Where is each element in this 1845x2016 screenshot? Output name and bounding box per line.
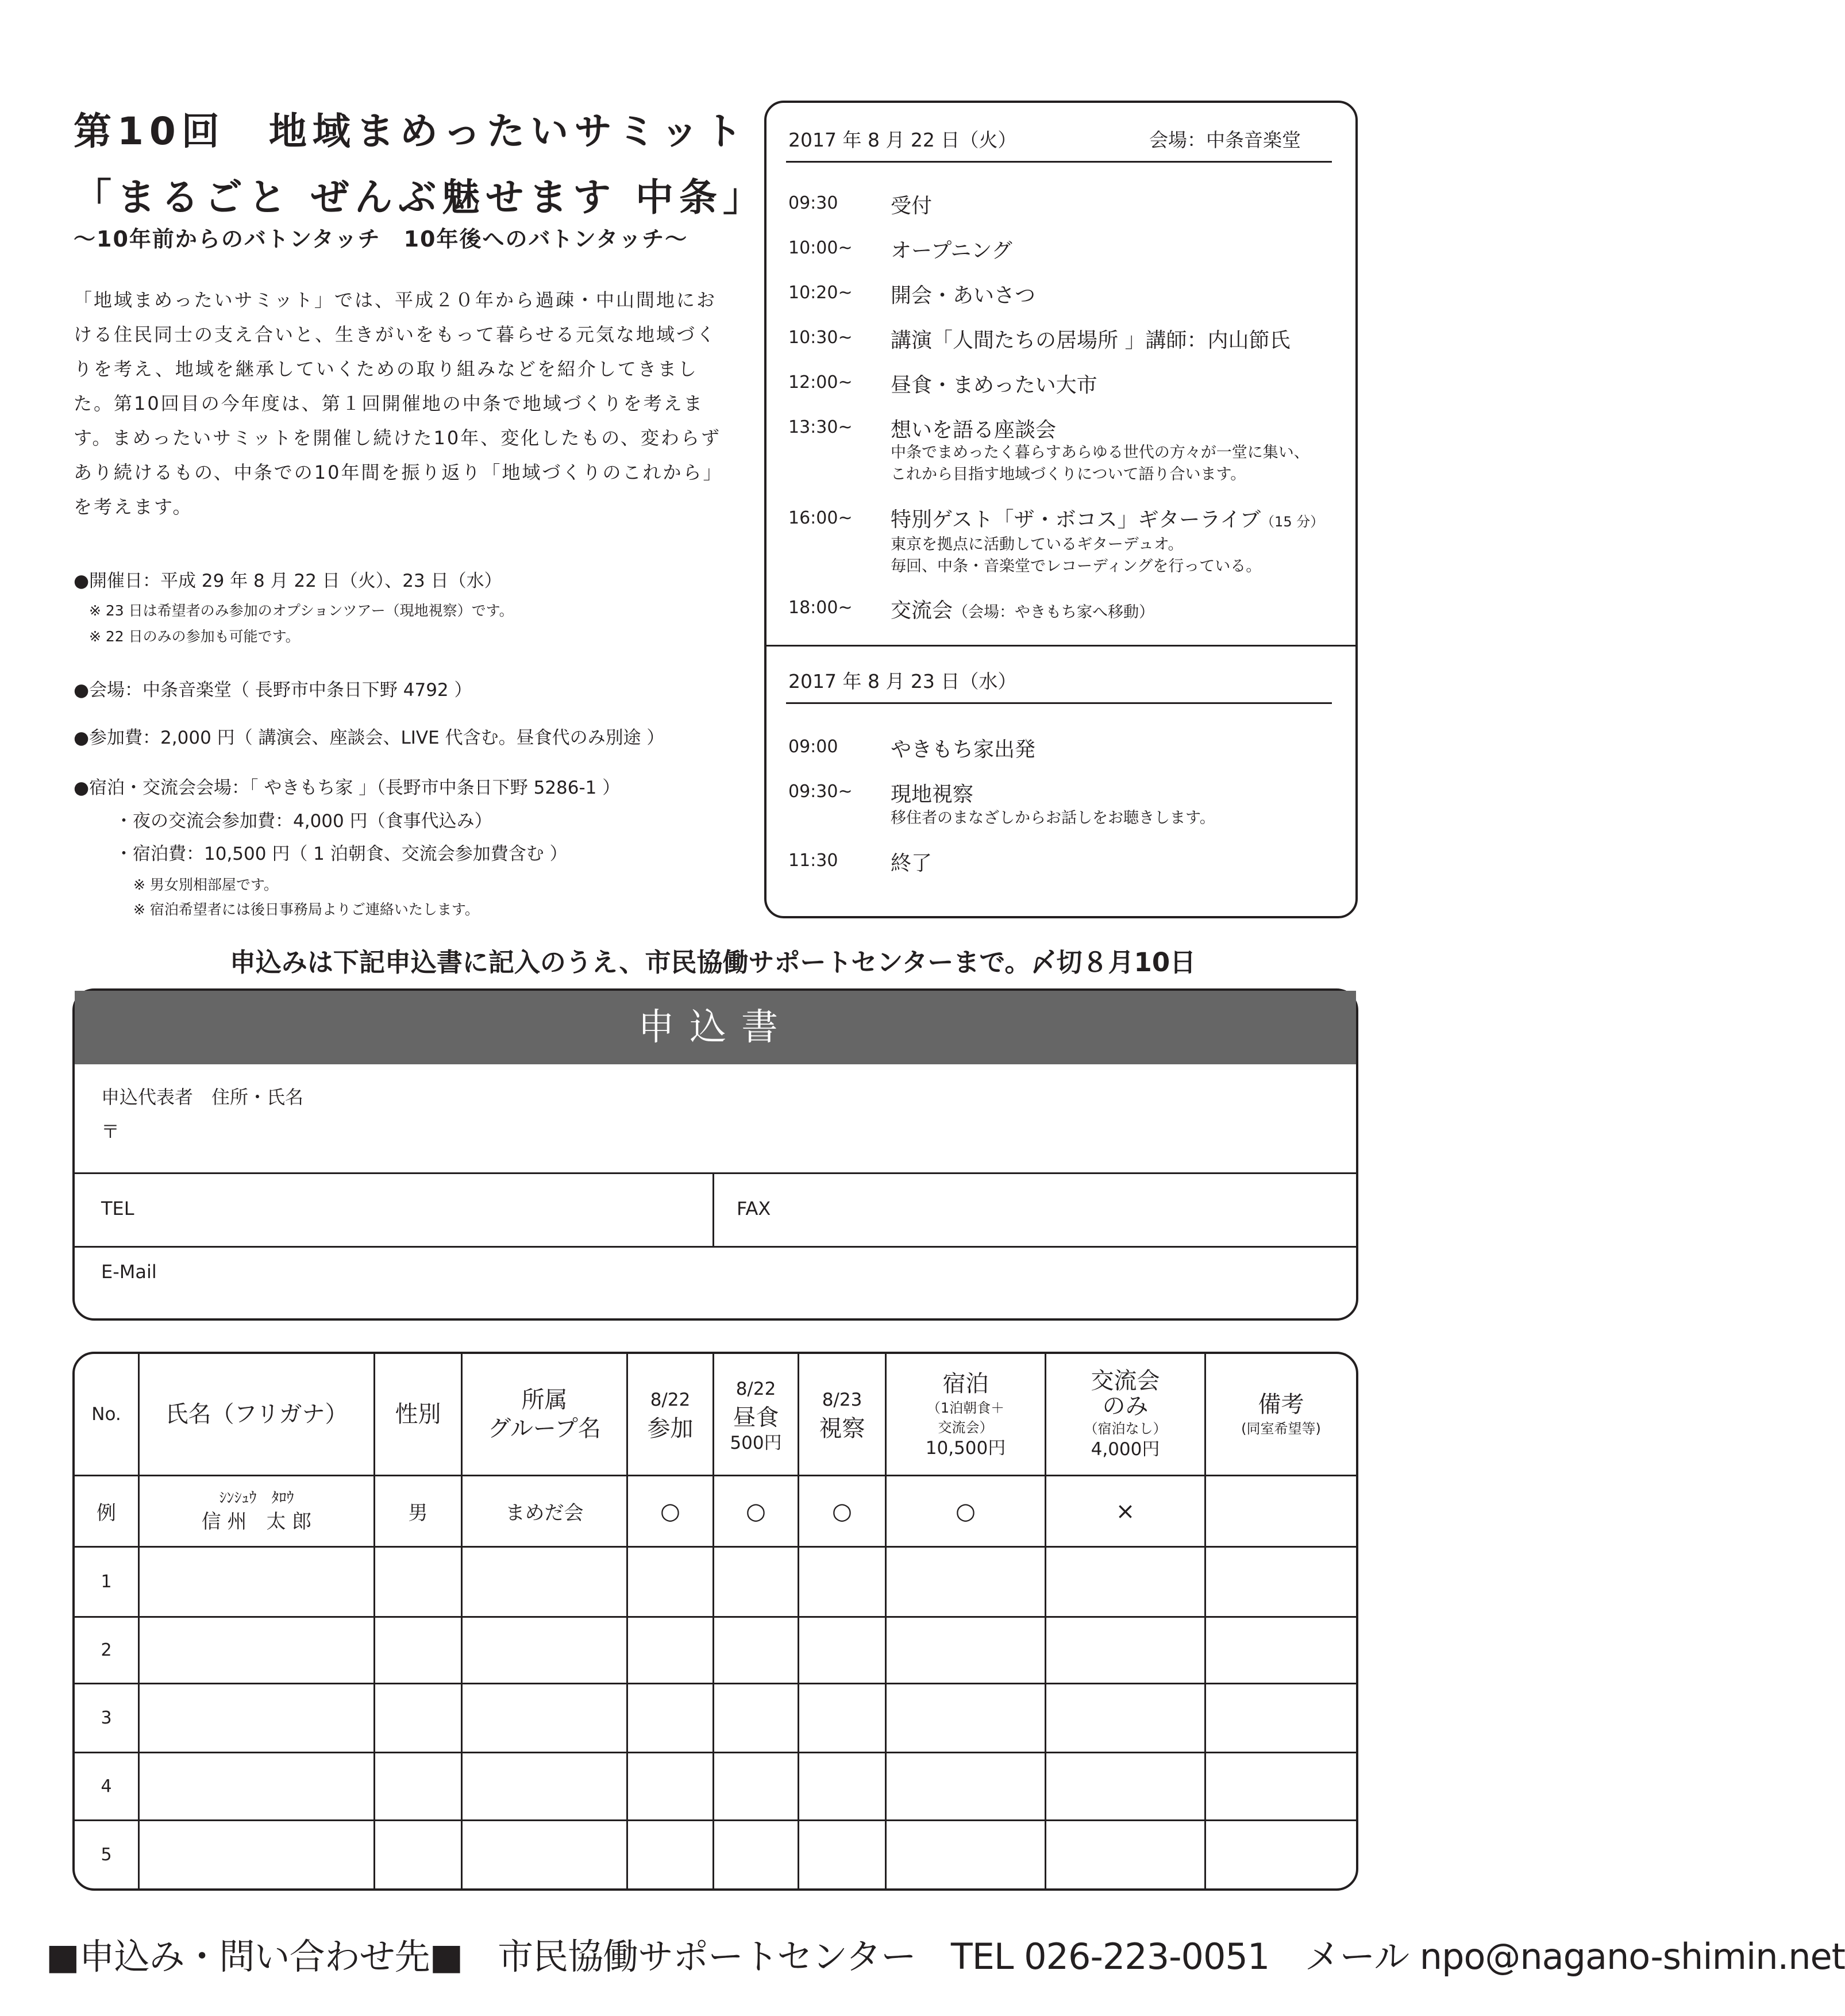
info-party-fee: ・夜の交流会参加費：4,000 円（食事代込み）: [115, 811, 492, 832]
info-venue: ●会場：中条音楽堂（ 長野市中条日下野 4792 ）: [74, 680, 472, 701]
schedule-time: 10:30~: [788, 328, 853, 348]
header-stay-note: 交流会）: [938, 1419, 993, 1436]
schedule-event: 講演「人間たちの居場所 」講師：内山節氏: [891, 329, 1291, 352]
header-gender-label: 性別: [395, 1401, 441, 1428]
schedule-divider: [786, 161, 1332, 163]
example-party: [1046, 1476, 1204, 1546]
header-stay: [887, 1354, 1045, 1475]
example-name-text: 信 州 太 郎: [201, 1510, 312, 1533]
schedule-time: 12:00~: [788, 372, 853, 393]
example-lunch-mark: ○: [746, 1498, 766, 1525]
schedule-time: 11:30: [788, 851, 838, 871]
table-row-number: [75, 1821, 138, 1888]
email-field[interactable]: [75, 1248, 1356, 1318]
event-theme: 「まるごと ぜんぶ魅せます 中条」: [74, 175, 766, 220]
schedule-time: 18:00~: [788, 598, 853, 618]
schedule-desc: 東京を拠点に活動しているギターデュオ。: [891, 536, 1184, 553]
header-party-label: のみ: [1102, 1393, 1149, 1419]
example-day2-mark: ○: [832, 1498, 852, 1525]
header-lunch-label: 昼食: [733, 1405, 779, 1431]
table-row-entry-1[interactable]: [140, 1548, 1356, 1616]
application-form: [72, 988, 1358, 1321]
header-name: [140, 1354, 373, 1475]
example-day1: [628, 1476, 712, 1546]
table-row-entry-4[interactable]: [140, 1753, 1356, 1819]
schedule-event: やきもち家出発: [891, 738, 1036, 761]
header-stay-note: （1泊朝食＋: [926, 1400, 1005, 1416]
schedule-event-duration: （15 分）: [1261, 514, 1324, 530]
schedule-desc: 移住者のまなざしからお話しをお聴きします。: [891, 809, 1215, 827]
schedule-event: オープニング: [891, 239, 1012, 263]
header-day2-label: 視察: [819, 1415, 865, 1442]
info-lodging: ●宿泊・交流会会場：「 やきもち家 」（長野市中条日下野 5286-1 ）: [74, 778, 621, 798]
info-date: ●開催日：平成 29 年 8 月 22 日（火）、23 日（水）: [74, 571, 502, 591]
example-day2: [799, 1476, 885, 1546]
schedule-day1-venue: 会場：中条音楽堂: [1149, 129, 1301, 151]
header-stay-price: 10,500円: [925, 1438, 1006, 1459]
schedule-divider: [786, 702, 1332, 704]
info-lodging-note: ※ 宿泊希望者には後日事務局よりご連絡いたします。: [133, 901, 479, 918]
schedule-event: 開会・あいさつ: [891, 284, 1036, 307]
header-day1-label: 参加: [647, 1415, 694, 1442]
header-lunch-date: 8/22: [735, 1379, 776, 1399]
schedule-event-title: 特別ゲスト「ザ・ボコス」ギターライブ: [891, 508, 1261, 532]
info-date-note: ※ 23 日は希望者のみ参加のオプションツアー（現地視察）です。: [89, 602, 514, 619]
header-remarks-note: (同室希望等): [1241, 1421, 1321, 1437]
schedule-time: 09:00: [788, 737, 838, 757]
schedule-time: 09:30: [788, 193, 838, 213]
row-number-text: 3: [101, 1708, 112, 1728]
schedule-event-venue: （会場：やきもち家へ移動）: [953, 603, 1155, 621]
example-party-mark: ×: [1115, 1498, 1135, 1525]
table-row-number: [75, 1548, 138, 1616]
header-day2: [799, 1354, 885, 1475]
schedule-event: [891, 594, 1154, 624]
schedule-desc: 毎回、中条・音楽堂でレコーディングを行っている。: [891, 557, 1262, 575]
schedule-event: 終了: [891, 852, 933, 875]
schedule-desc: 中条でまめったく暮らすあらゆる世代の方々が一堂に集い、: [891, 444, 1309, 461]
event-subtitle: ～10年前からのバトンタッチ 10年後へのバトンタッチ～: [74, 226, 688, 252]
info-fee: ●参加費：2,000 円（ 講演会、座談会、LIVE 代含む。昼食代のみ別途 ）: [74, 728, 665, 748]
header-party-price: 4,000円: [1091, 1439, 1160, 1460]
header-no: [75, 1354, 138, 1475]
header-remarks: [1206, 1354, 1356, 1475]
postal-mark: 〒: [101, 1121, 120, 1142]
fax-label: FAX: [737, 1198, 771, 1219]
schedule-event: 受付: [891, 194, 933, 218]
example-no: [75, 1476, 138, 1546]
header-day1-date: 8/22: [650, 1390, 691, 1410]
schedule-day1-date: 2017 年 8 月 22 日（火）: [788, 129, 1017, 151]
schedule-time: 13:30~: [788, 417, 853, 437]
info-lodging-fee: ・宿泊費：10,500 円（ 1 泊朝食、交流会参加費含む ）: [115, 844, 568, 864]
table-row-entry-2[interactable]: [140, 1618, 1356, 1683]
header-day1: [628, 1354, 712, 1475]
example-no-text: 例: [97, 1502, 116, 1525]
header-party: [1046, 1354, 1204, 1475]
example-remarks: [1206, 1476, 1356, 1546]
header-day2-date: 8/23: [822, 1390, 862, 1410]
table-row-number: [75, 1753, 138, 1819]
schedule-day2-date: 2017 年 8 月 23 日（水）: [788, 670, 1017, 692]
schedule-event: 想いを語る座談会: [891, 418, 1057, 442]
rep-label: 申込代表者 住所・氏名: [101, 1086, 304, 1108]
example-stay: [887, 1476, 1045, 1546]
table-row-number: [75, 1618, 138, 1683]
schedule-event: [891, 503, 1324, 533]
tel-label: TEL: [101, 1198, 134, 1219]
header-gender: [375, 1354, 461, 1475]
example-group: [463, 1476, 626, 1546]
example-lunch: [714, 1476, 798, 1546]
table-row-entry-5[interactable]: [140, 1821, 1356, 1888]
application-notice: 申込みは下記申込書に記入のうえ、市民協働サポートセンターまで。〆切８月10日: [229, 947, 1196, 978]
table-row-number: [75, 1684, 138, 1752]
contact-footer: ■申込み・問い合わせ先■ 市民協働サポートセンター TEL 026-223-0051 メール npo@nagano-shimin.net: [46, 1936, 1845, 1977]
header-no-label: No.: [91, 1404, 121, 1425]
info-date-note: ※ 22 日のみの参加も可能です。: [89, 628, 300, 645]
info-lodging-note: ※ 男女別相部屋です。: [133, 876, 278, 893]
intro-paragraph: 「地域まめったいサミット」では、平成２０年から過疎・中山間地における住民同士の支え合いと、生きがいをもって暮らせる元気な地域づくりを考え、地域を継承していくための取り組みなどを紹介してきました。第10回目の今年度は、第１回開催地の中条で地域づくりを考えます。まめったいサミットを開催し続けた10年、変化したもの、変わらずあり続けるもの、中条での10年間を振り返り「地域づくりのこれから」を考えます。: [74, 289, 723, 518]
table-row-entry-3[interactable]: [140, 1684, 1356, 1752]
event-title: 第10回 地域まめったいサミット: [74, 109, 748, 153]
header-lunch: [714, 1354, 798, 1475]
example-gender-text: 男: [408, 1502, 428, 1525]
schedule-time: 10:00~: [788, 238, 853, 258]
row-number-text: 2: [101, 1640, 112, 1660]
header-name-label: 氏名（フリガナ）: [165, 1401, 348, 1428]
example-stay-mark: ○: [956, 1498, 976, 1525]
header-remarks-label: 備考: [1258, 1391, 1304, 1418]
example-name: [140, 1476, 373, 1546]
example-group-text: まめだ会: [505, 1502, 584, 1525]
header-stay-label: 宿泊: [942, 1371, 989, 1397]
header-party-note: （宿泊なし）: [1084, 1421, 1167, 1437]
header-lunch-price: 500円: [730, 1433, 782, 1453]
schedule-desc: これから目指す地域づくりについて語り合います。: [891, 465, 1246, 483]
header-group: [463, 1354, 626, 1475]
row-number-text: 1: [101, 1572, 112, 1592]
schedule-day-divider: [766, 645, 1355, 647]
form-heading: 申込書: [75, 991, 1356, 1064]
rep-address-field[interactable]: [75, 1064, 1356, 1172]
example-gender: [375, 1476, 461, 1546]
schedule-event: 昼食・まめったい大市: [891, 374, 1097, 397]
schedule-time: 10:20~: [788, 283, 853, 303]
schedule-event: 現地視察: [891, 783, 974, 806]
row-number-text: 4: [101, 1776, 112, 1796]
schedule-time: 09:30~: [788, 782, 853, 802]
example-name-kana: ｼﾝｼｭｳ ﾀﾛｳ: [219, 1489, 294, 1507]
header-party-label: 交流会: [1091, 1368, 1160, 1394]
header-group-label: グループ名: [488, 1415, 601, 1442]
row-number-text: 5: [101, 1845, 112, 1865]
example-day1-mark: ○: [660, 1498, 680, 1525]
schedule-time: 16:00~: [788, 508, 853, 528]
schedule-event-title: 交流会: [891, 599, 953, 622]
fax-field[interactable]: [714, 1174, 1356, 1246]
participant-table: [72, 1352, 1358, 1891]
tel-field[interactable]: [75, 1174, 712, 1246]
header-group-label: 所属: [521, 1387, 568, 1413]
email-label: E-Mail: [101, 1261, 157, 1283]
